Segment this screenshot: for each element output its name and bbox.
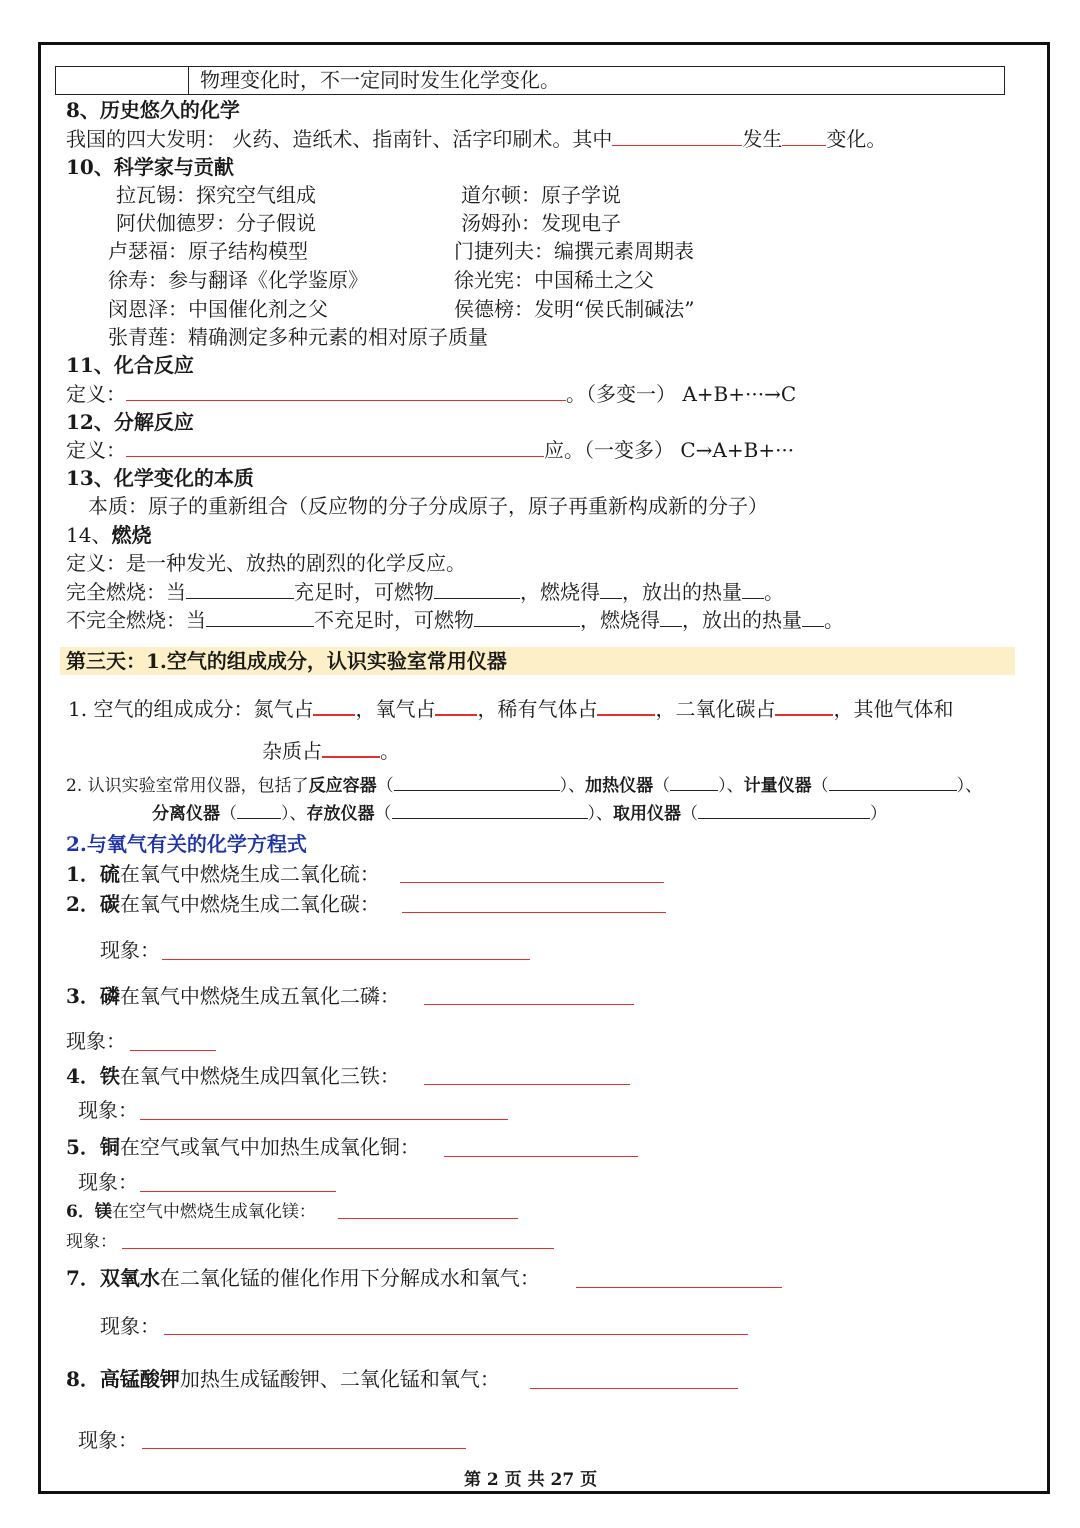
phenomenon-label: 现象：: [66, 1029, 126, 1053]
fill-blank[interactable]: [434, 584, 520, 599]
fill-blank[interactable]: [237, 804, 281, 819]
equation-number: 3．: [66, 984, 100, 1008]
section-11-title: 11、化合反应: [66, 353, 194, 377]
day3-title: 第三天：1.空气的组成成分，认识实验室常用仪器: [66, 649, 507, 673]
section-8-text-a: 我国的四大发明： 火药、造纸术、指南针、活字印刷术。其中: [66, 127, 613, 151]
fill-blank[interactable]: [435, 700, 477, 716]
separation-instrument-label: 分离仪器: [152, 804, 220, 824]
text-segment: 完全燃烧：当: [66, 580, 186, 604]
scientist-item: 徐寿：参与翻译《化学鉴原》: [108, 268, 368, 292]
scientist-item: 卢瑟福：原子结构模型: [108, 239, 308, 263]
equation-reactant: 碳: [99, 892, 120, 916]
fill-blank[interactable]: [612, 127, 742, 146]
fill-blank[interactable]: [126, 438, 544, 457]
equation-number: 5．: [66, 1135, 100, 1159]
phenomenon-label: 现象：: [78, 1428, 138, 1452]
table-row: [55, 66, 1005, 95]
equation-item: [66, 892, 380, 916]
definition-label: 定义：: [66, 438, 126, 462]
table-cell-text: 物理变化时，不一定同时发生化学变化。: [200, 68, 560, 92]
incomplete-combustion: [66, 608, 844, 632]
taking-instrument-label: 取用仪器: [613, 804, 681, 824]
fill-blank[interactable]: [394, 776, 560, 791]
fill-blank[interactable]: [600, 584, 622, 599]
definition-label: 定义：: [66, 382, 126, 406]
fill-blank[interactable]: [474, 612, 580, 627]
section-13-title: 13、化学变化的本质: [66, 466, 254, 490]
equation-desc: 在氧气中燃烧生成二氧化碳：: [119, 892, 380, 916]
section-11-tail: 。（多变一） A+B+···→C: [566, 382, 797, 406]
section-12-definition: [66, 438, 794, 462]
equation-desc: 在二氧化锰的催化作用下分解成水和氧气：: [159, 1266, 540, 1290]
fill-blank[interactable]: [670, 776, 718, 791]
section-14-number: 14、: [66, 523, 112, 547]
answer-line[interactable]: [140, 1119, 508, 1120]
text-segment: 不充足时，可燃物: [314, 608, 474, 632]
answer-line[interactable]: [400, 882, 664, 883]
answer-line[interactable]: [424, 1084, 630, 1085]
section-10-title: 10、科学家与贡献: [66, 155, 234, 179]
scientist-item: 闵恩泽：中国催化剂之父: [108, 297, 328, 321]
scientist-item: 汤姆孙：发现电子: [461, 211, 621, 235]
complete-combustion: [66, 580, 784, 604]
equation-item: [66, 1200, 316, 1224]
reaction-vessel-label: 反应容器: [308, 776, 377, 796]
equation-item: [66, 1367, 500, 1391]
text-segment: ，燃烧得: [520, 580, 600, 604]
answer-line[interactable]: [576, 1287, 782, 1288]
answer-line[interactable]: [140, 1191, 336, 1192]
section-14-title-text: 燃烧: [111, 523, 152, 547]
instruments-line1: 2. 认识实验室常用仪器，包括了反应容器（ ）、加热仪器（ ）、计量仪器（ ）、: [66, 776, 983, 796]
equation-desc: 加热生成锰酸钾、二氧化锰和氧气：: [179, 1367, 500, 1391]
text-segment: ，二氧化碳占: [655, 697, 776, 721]
text-segment: 。: [764, 580, 784, 604]
scientist-item: 道尔顿：原子学说: [461, 183, 621, 207]
phenomenon-label: 现象：: [78, 1170, 138, 1194]
answer-line[interactable]: [402, 912, 666, 913]
text-segment: 1. 空气的组成成分：氮气占: [68, 697, 314, 721]
air-composition-line1: [68, 697, 953, 721]
equation-number: 6．: [66, 1202, 95, 1222]
fill-blank[interactable]: [206, 612, 314, 627]
fill-blank[interactable]: [829, 776, 957, 791]
fill-blank[interactable]: [186, 584, 294, 599]
equation-desc: 在氧气中燃烧生成二氧化硫：: [119, 862, 380, 886]
equation-reactant: 双氧水: [99, 1266, 160, 1290]
answer-line[interactable]: [444, 1156, 638, 1157]
equation-reactant: 铜: [99, 1135, 120, 1159]
equation-reactant: 硫: [99, 862, 120, 886]
oxygen-equations-title: 2.与氧气有关的化学方程式: [66, 832, 307, 856]
fill-blank[interactable]: [597, 700, 655, 716]
fill-blank[interactable]: [802, 612, 824, 627]
equation-number: 4．: [66, 1064, 100, 1088]
equation-item: [66, 1064, 400, 1088]
text-segment: 杂质占: [262, 739, 322, 763]
section-12-title: 12、分解反应: [66, 410, 194, 434]
equation-item: [66, 862, 380, 886]
fill-blank[interactable]: [313, 700, 355, 716]
fill-blank[interactable]: [742, 584, 764, 599]
section-14-definition: 定义：是一种发光、放热的剧烈的化学反应。: [66, 551, 466, 575]
section-8-text-b: 发生: [742, 127, 783, 151]
equation-desc: 在氧气中燃烧生成四氧化三铁：: [119, 1064, 400, 1088]
fill-blank[interactable]: [322, 742, 380, 758]
text-segment: 充足时，可燃物: [294, 580, 434, 604]
answer-line[interactable]: [530, 1388, 738, 1389]
section-8-text: [66, 127, 886, 151]
section-13-text: 本质：原子的重新组合（反应物的分子分成原子，原子再重新构成新的分子）: [88, 494, 768, 518]
text-segment: ，燃烧得: [580, 608, 660, 632]
storage-instrument-label: 存放仪器: [306, 804, 375, 824]
fill-blank[interactable]: [782, 127, 826, 146]
equation-reactant: 铁: [99, 1064, 120, 1088]
scientist-item: 拉瓦锡：探究空气组成: [116, 183, 316, 207]
equation-desc: 在空气中燃烧生成氧化镁：: [111, 1202, 316, 1222]
fill-blank[interactable]: [698, 804, 870, 819]
equation-item: [66, 984, 400, 1008]
equation-reactant: 磷: [99, 984, 120, 1008]
section-11-definition: [66, 382, 796, 406]
text-segment: ，放出的热量: [622, 580, 742, 604]
scientist-item: 张青莲：精确测定多种元素的相对原子质量: [108, 325, 488, 349]
phenomenon-label: 现象：: [100, 938, 160, 962]
text-segment: ，其他气体和: [833, 697, 954, 721]
answer-line[interactable]: [142, 1448, 466, 1449]
measuring-instrument-label: 计量仪器: [743, 776, 812, 796]
scientist-item: 阿伏伽德罗：分子假说: [116, 211, 316, 235]
equation-reactant: 高锰酸钾: [99, 1367, 180, 1391]
page-footer: 第 2 页 共 27 页: [464, 1470, 598, 1490]
equation-item: [66, 1266, 540, 1290]
text-segment: 。: [824, 608, 844, 632]
section-12-tail: 应。（一变多） C→A+B+···: [544, 438, 795, 462]
fill-blank[interactable]: [775, 700, 833, 716]
scientist-item: 侯德榜：发明“侯氏制碱法”: [454, 297, 695, 321]
equation-number: 1．: [66, 862, 100, 886]
answer-line[interactable]: [164, 1334, 748, 1335]
equation-desc: 在空气或氧气中加热生成氧化铜：: [119, 1135, 420, 1159]
text-segment: 。: [380, 739, 400, 763]
equation-reactant: 镁: [94, 1202, 112, 1222]
equation-number: 7．: [66, 1266, 100, 1290]
answer-line[interactable]: [338, 1218, 518, 1219]
answer-line[interactable]: [162, 959, 530, 960]
phenomenon-label: 现象：: [78, 1098, 138, 1122]
equation-desc: 在氧气中燃烧生成五氧化二磷：: [119, 984, 400, 1008]
answer-line[interactable]: [122, 1248, 554, 1249]
equation-item: [66, 1135, 420, 1159]
scientist-item: 徐光宪：中国稀土之父: [454, 268, 654, 292]
phenomenon-label: 现象：: [100, 1314, 160, 1338]
fill-blank[interactable]: [392, 804, 588, 819]
scientist-item: 门捷列夫：编撰元素周期表: [454, 239, 694, 263]
table-divider: [188, 67, 189, 94]
text-segment: ，稀有气体占: [477, 697, 598, 721]
answer-line[interactable]: [130, 1050, 216, 1051]
equation-number: 2．: [66, 892, 100, 916]
text-segment: 不完全燃烧：当: [66, 608, 206, 632]
text-segment: 2. 认识实验室常用仪器，包括了: [66, 776, 309, 796]
text-segment: ，放出的热量: [682, 608, 802, 632]
fill-blank[interactable]: [126, 382, 566, 401]
fill-blank[interactable]: [660, 612, 682, 627]
section-8-text-c: 变化。: [826, 127, 887, 151]
equation-number: 8．: [66, 1367, 100, 1391]
section-8-title: 8、历史悠久的化学: [66, 98, 240, 122]
instruments-line2: 分离仪器（ ）、存放仪器（ ）、取用仪器（ ）: [152, 804, 887, 824]
answer-line[interactable]: [424, 1004, 634, 1005]
text-segment: ，氧气占: [355, 697, 436, 721]
phenomenon-label: 现象：: [66, 1232, 117, 1252]
section-14-title: [66, 523, 151, 547]
air-composition-line2: [262, 739, 400, 763]
heating-instrument-label: 加热仪器: [585, 776, 654, 796]
